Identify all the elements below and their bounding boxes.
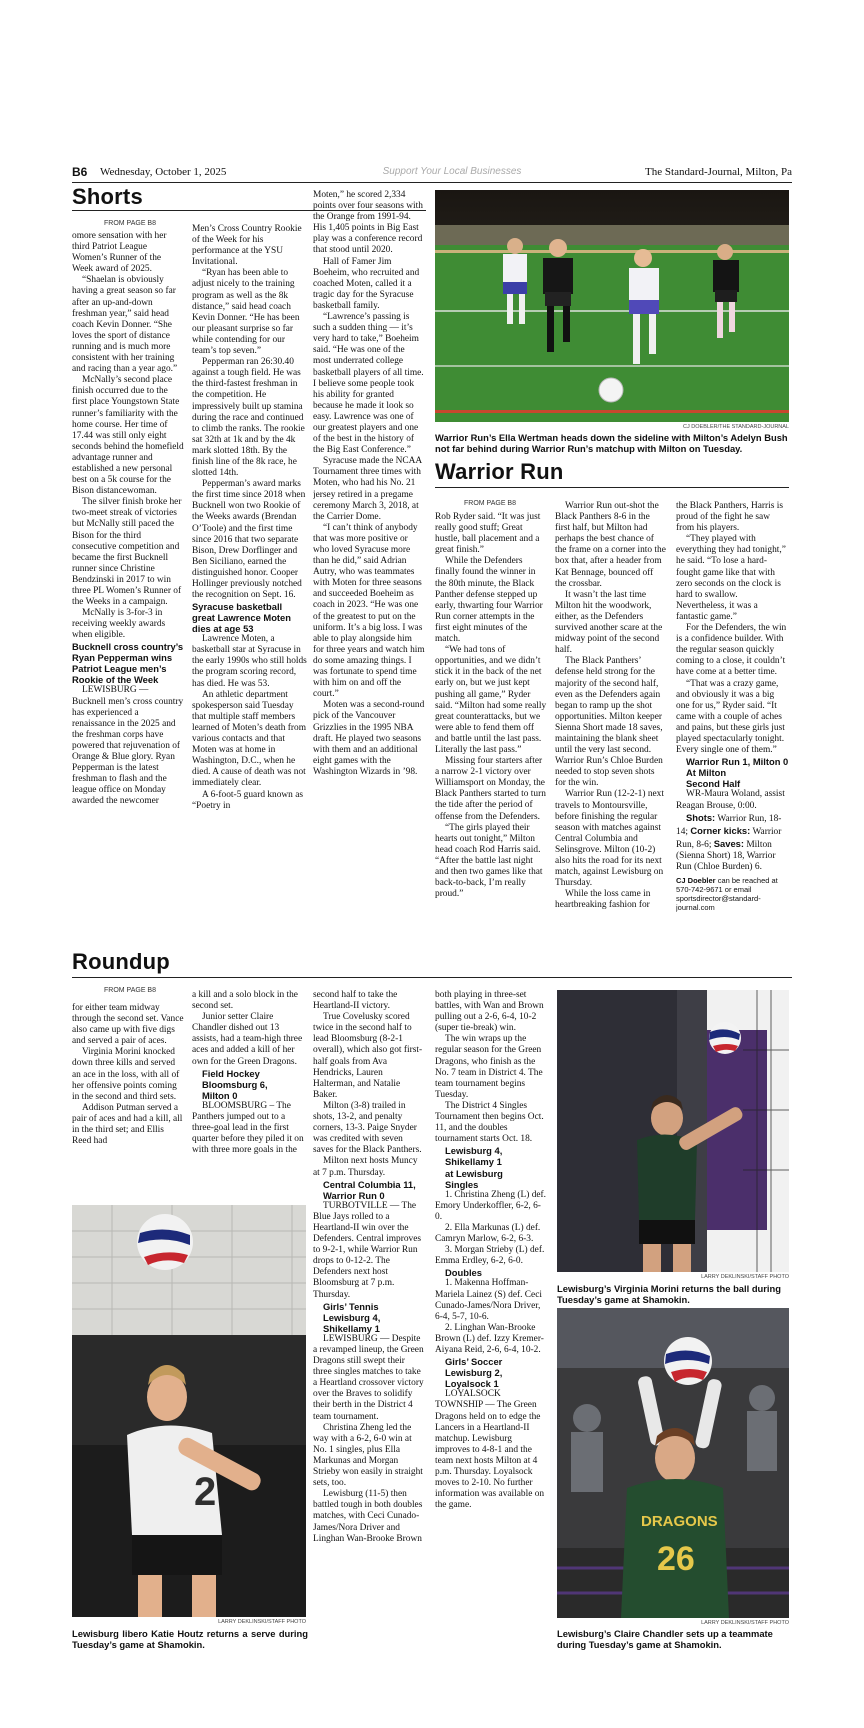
box-title: Shikellamy 1 bbox=[323, 1322, 380, 1334]
result-line: 2. Linghan Wan-Brooke Brown (L) def. Izzy Kremer-Aiyana Reid, 2-6, 6-4, 10-2. bbox=[435, 1322, 544, 1355]
box-title: Field Hockey bbox=[202, 1067, 260, 1079]
box-title: Doubles bbox=[445, 1267, 482, 1279]
result-line: 1. Christina Zheng (L) def. Emory Underkoffler, 6-2, 6-0. bbox=[435, 1189, 547, 1222]
paragraph: BLOOMSBURG – The Panthers jumped out to a three-goal lead in the first quarter before they piled it on with three more goals in the bbox=[192, 1100, 304, 1156]
paragraph: A 6-foot-5 guard known as “Poetry in bbox=[192, 789, 304, 811]
shorts-from-page: FROM PAGE B8 bbox=[104, 220, 156, 227]
paragraph: While the loss came in heartbreaking fashion for bbox=[555, 889, 651, 911]
paragraph: “Lawrence’s passing is such a sudden thing — it’s very hard to take,” Boeheim said. “He was one of the most underrated college basketball players of all time. I believe some people took his ability for granted because he made it look so easy. Lawrence was one of our greatest players and one of the best in the history of the Big East Conference.” bbox=[313, 312, 424, 456]
paragraph: Moten was a second-round pick of the Vancouver Grizzlies in the 1995 NBA draft. He played two seasons with them and an additional eight games with the Washington Wizards in ’98. bbox=[313, 700, 425, 777]
paragraph: the Black Panthers, Harris is proud of the fight he saw from his players. bbox=[676, 501, 784, 534]
paragraph: McNally’s second place finish occurred due to the first place Youngstown State runner’s familiarity with the home course. Her time of 17.44 was still only eight seconds behind the homefield advantage runner and established a new personal best on a 5k course for the Bison distancewoman. bbox=[72, 375, 184, 497]
paragraph: “We had tons of opportunities, and we didn’t stick it in the back of the net early on, but we just kept pushing all game,” Ryder said. “Milton had some really great counterattacks, but we were able to fend them off and battle until the last pass. Literally the last pass.” bbox=[435, 645, 547, 755]
section-title-shorts: Shorts bbox=[72, 184, 143, 209]
soccer-photo bbox=[435, 190, 789, 422]
section-title-warrior-run: Warrior Run bbox=[435, 459, 564, 484]
box-title: Central Columbia 11, bbox=[323, 1178, 416, 1190]
paragraph: Warrior Run out-shot the Black Panthers 8-6 in the first half, but Milton had perhaps the best chance of the frame on a corner into the box that, after a header from Kat Bennage, bounced off the crossbar. bbox=[555, 501, 666, 589]
paragraph: Christina Zheng led the way with a 6-2, 6-0 win at No. 1 singles, plus Ella Markunas and Morgan Strieby won easily in straight sets, too. bbox=[313, 1422, 423, 1489]
volleyball-photo-morini bbox=[557, 990, 789, 1272]
warrior-run-from-page: FROM PAGE B8 bbox=[464, 500, 516, 507]
warrior-run-column-1 bbox=[435, 512, 547, 968]
paragraph: “They played with everything they had tonight,” he said. “To lose a hard-fought game like that with zero seconds on the clock is hard to swallow. Nevertheless, it was a fantastic game.” bbox=[676, 534, 786, 622]
paragraph: True Covelusky scored twice in the second half to lead Bloomsburg (8-2-1 overall), which also got first-half goals from Ava Hendricks, Lauren Halterman, and Natalie Baker. bbox=[313, 1012, 423, 1100]
page-number: B6 bbox=[72, 165, 88, 179]
box-title: at Lewisburg bbox=[445, 1167, 503, 1179]
paragraph: “The girls played their hearts out tonight,” Milton head coach Rod Harris said. “After the battle last night and then two games like that back-to-back, I’m really proud.” bbox=[435, 822, 543, 900]
box-title: Lewisburg 4, Shikellamy 1 bbox=[445, 1145, 503, 1168]
page-header bbox=[72, 165, 792, 181]
shorts-column-2 bbox=[192, 224, 307, 968]
box-stats: Shots: Warrior Run, 18-14; Corner kicks: Warrior Run, 8-6; Saves: Milton (Sienna Short) 18, Warrior Run (Chloe Burden) 6. bbox=[676, 811, 782, 872]
paragraph: Pepperman ran 26:30.40 against a tough field. He was the third-fastest freshman in the competition. He impressively built up stamina during the race and continued to climb the ranks. The rookie sat 32th at 1k and by the 4k mark slotted 18th. By the finish line of the 8k race, he slotted 14th. bbox=[192, 357, 305, 479]
issue-date: Wednesday, October 1, 2025 bbox=[100, 166, 227, 178]
box-title: Bloomsburg 6, bbox=[202, 1078, 268, 1090]
paragraph: Warrior Run (12-2-1) next travels to Montoursville, before finishing the regular season with matches against Central Columbia and Selinsgrove. Milton (10-2) also hits the road for its next match, against Lewisburg on Thursday. bbox=[555, 789, 664, 889]
svg-text:DRAGONS: DRAGONS bbox=[641, 1513, 718, 1530]
houtz-photo-caption: Lewisburg libero Katie Houtz returns a serve during Tuesday’s game at Shamokin. bbox=[72, 1628, 308, 1650]
box-period: Second Half bbox=[686, 778, 741, 790]
shorts-column-1 bbox=[72, 231, 184, 967]
paragraph: McNally is 3-for-3 in receiving weekly awards when eligible. bbox=[72, 608, 166, 641]
roundup-column-3 bbox=[313, 990, 425, 1658]
roundup-rule bbox=[72, 977, 792, 978]
paragraph: omore sensation with her third Patriot League Women’s Runner of the Week award of 2025. bbox=[72, 231, 167, 275]
volleyball-icon bbox=[709, 1022, 741, 1054]
paragraph: Pepperman’s award marks the first time since 2018 when Bucknell won two Rookie of the Weeks awards (Brendan O’Toole) and the first time since 2016 that two separate Bison, Drew Dorflinger and Ben Siciliano, earned the distinguished honor. Cooper Hollinger previously notched the recognition on Sept. 16. bbox=[192, 479, 306, 601]
paragraph: “Ryan has been able to adjust nicely to the training program as well as the 8k distance,” said head coach Kevin Donner. “He has been our pleasant surprise so far while contending for our team’s top seven.” bbox=[192, 268, 300, 357]
paragraph: While the Defenders finally found the winner in the 80th minute, the Black Panther defense stepped up early, thwarting four Warrior Run corner attempts in the first eight minutes of the match. bbox=[435, 556, 543, 645]
paragraph: Moten,” he scored 2,334 points over four seasons with the Orange from 1991-94. His 1,405 points in Big East play was a conference record that stood until 2020. bbox=[313, 190, 423, 256]
chandler-photo-caption: Lewisburg’s Claire Chandler sets up a teammate during Tuesday’s game at Shamokin. bbox=[557, 1628, 773, 1650]
paragraph: Syracuse made the NCAA Tournament three times with Moten, who had his No. 21 jersey retired in a pregame ceremony March 3, 2018, at the Carrier Dome. bbox=[313, 456, 422, 522]
box-title: Lewisburg 2, bbox=[445, 1367, 503, 1379]
paragraph: Hall of Famer Jim Boeheim, who recruited and coached Moten, called it a tragic day for the Syracuse basketball family. bbox=[313, 256, 420, 311]
paragraph: Milton (3-8) trailed in shots, 13-2, and penalty corners, 13-3. Paige Snyder was credited with seven saves for the Black Panthers. bbox=[313, 1100, 422, 1156]
box-title: Singles bbox=[445, 1178, 479, 1190]
paragraph: LEWISBURG — Bucknell men’s cross country has experienced a renaissance in the 2025 and the freshman corps have powered that rejuvenation of Orange & Blue glory. Ryan Pepperman is the latest freshman to flash and the league office on Monday awarded the newcomer bbox=[72, 685, 184, 807]
box-title: Lewisburg 4, bbox=[323, 1311, 381, 1323]
volleyball-icon bbox=[664, 1337, 712, 1385]
roundup-column-2 bbox=[192, 990, 304, 1198]
paper-name: The Standard-Journal, Milton, Pa bbox=[645, 166, 792, 178]
paragraph: LOYALSOCK TOWNSHIP — The Green Dragons held on to edge the Lancers in a Heartland-II matchup. Lewisburg improves to 4-8-1 and the team next hosts Milton at 4 p.m. Thursday. Loyalsock moves to 2-10. No further information was available on the game. bbox=[435, 1389, 545, 1511]
box-goal: WR-Maura Woland, assist Reagan Brouse, 0:00. bbox=[676, 789, 785, 811]
chandler-photo-credit: LARRY DEKLINSKI/STAFF PHOTO bbox=[701, 1620, 789, 1626]
subhead: Syracuse basketball great Lawrence Moten dies at age 53 bbox=[192, 601, 291, 635]
paragraph: The silver finish broke her two-meet streak of victories but McNally still paced the Bison for the third consecutive competition and became the first Bucknell runner since Christine Bendzinski in 2017 to win three PL Women’s Runner of the Weeks in a campaign. bbox=[72, 497, 182, 608]
paragraph: The Black Panthers’ defense held strong for the majority of the second half, even as the Defenders again began to ramp up the shot opportunities. Milton keeper Sienna Short made 18 saves, maintaining the blank sheet until the very last second. Warrior Run’s Chloe Burden needed to stop seven shots for the win. bbox=[555, 656, 663, 789]
svg-text:2: 2 bbox=[194, 1470, 217, 1514]
paragraph: The District 4 Singles Tournament then begins Oct. 11, and the doubles tournament starts Oct. 18. bbox=[435, 1100, 544, 1145]
contact-line: CJ Doebler can be reached at 570-742-9671 or email sportsdirector@standard-journal.com bbox=[676, 876, 778, 913]
paragraph: for either team midway through the second set. Vance also came up with five digs and served a pair of aces. bbox=[72, 1003, 184, 1047]
section-title-roundup: Roundup bbox=[72, 949, 170, 974]
box-title: Warrior Run 1, Milton 0 bbox=[686, 756, 789, 768]
soccer-photo-credit: CJ DOEBLER/THE STANDARD-JOURNAL bbox=[683, 424, 789, 430]
warrior-run-rule bbox=[435, 487, 789, 488]
paragraph: Virginia Morini knocked down three kills and served an ace in the loss, with all of her offensive points coming in the second and third sets. bbox=[72, 1047, 180, 1102]
paragraph: Rob Ryder said. “It was just really good stuff; Great hustle, ball placement and a great finish.” bbox=[435, 512, 541, 556]
paragraph: second half to take the Heartland-II victory. bbox=[313, 990, 398, 1012]
box-title: Girls’ Tennis bbox=[323, 1300, 379, 1312]
morini-photo-caption: Lewisburg’s Virginia Morini returns the ball during Tuesday’s game at Shamokin. bbox=[557, 1283, 781, 1305]
paragraph: TURBOTVILLE — The Blue Jays rolled to a Heartland-II win over the Defenders. Central improves to 9-2-1, while Warrior Run drops to 0-12-2. The Defenders next host Bloomsburg at 7 p.m. Thursday. bbox=[313, 1200, 422, 1300]
paragraph: Missing four starters after a narrow 2-1 victory over Williamsport on Monday, the Black Panthers started to turn the tide after the period of offense from the Defenders. bbox=[435, 756, 546, 822]
box-title: Warrior Run 0 bbox=[323, 1189, 385, 1201]
roundup-column-4 bbox=[435, 990, 547, 1658]
paragraph: For the Defenders, the win is a confidence builder. With the regular season quickly coming to a close, it couldn’t have come at a better time. bbox=[676, 623, 787, 678]
subhead: Bucknell cross country’s Ryan Pepperman wins Patriot League men’s Rookie of the Week bbox=[72, 641, 184, 686]
shorts-column-3 bbox=[313, 190, 425, 968]
houtz-photo-credit: LARRY DEKLINSKI/STAFF PHOTO bbox=[218, 1619, 306, 1625]
paragraph: Junior setter Claire Chandler dished out 13 assists, had a team-high three aces and added a kill of her own for the Green Dragons. bbox=[192, 1012, 303, 1067]
box-location: At Milton bbox=[686, 767, 727, 779]
paragraph: Lewisburg (11-5) then battled tough in both doubles matches, with Ceci Cunado-James/Nora Driver and Linghan Wan-Brooke Brown bbox=[313, 1489, 423, 1544]
paragraph: “That was a crazy game, and obviously it was a big one for us,” Ryder said. “It came with a couple of aches and pains, but these girls just played spectacularly tonight. Every single one of them.” bbox=[676, 678, 785, 756]
soccer-photo-caption: Warrior Run’s Ella Wertman heads down the sideline with Milton’s Adelyn Bush not far behind during Warrior Run’s matchup with Milton on Tuesday. bbox=[435, 432, 788, 454]
box-title: Loyalsock 1 bbox=[445, 1378, 499, 1390]
paragraph: It wasn’t the last time Milton hit the woodwork, either, as the Defenders survived another scare at the midway point of the second half. bbox=[555, 589, 663, 656]
paragraph: Lawrence Moten, a basketball star at Syracuse in the early 1990s who still holds the program scoring record, has died. He was 53. bbox=[192, 634, 307, 689]
paragraph: both playing in three-set battles, with Wan and Brown pulling out a 2-6, 6-4, 10-2 (super tie-break) win. bbox=[435, 990, 544, 1034]
roundup-from-page: FROM PAGE B8 bbox=[104, 987, 156, 994]
paragraph: Men’s Cross Country Rookie of the Week for his performance at the YSU Invitational. bbox=[192, 224, 302, 268]
paragraph: Addison Putman served a pair of aces and had a kill, all in the third set; and Ellis Reed had bbox=[72, 1102, 183, 1147]
result-line: 2. Ella Markunas (L) def. Camryn Marlow, 6-2, 6-3. bbox=[435, 1222, 541, 1245]
paragraph: “Shaelan is obviously having a great season so far after an up-and-down freshman year,” said head coach Kevin Donner. “She loves the sport of distance running and is much more consistent with her training and racing than a year ago.” bbox=[72, 275, 178, 375]
paragraph: a kill and a solo block in the second set. bbox=[192, 990, 298, 1012]
volleyball-photo-houtz bbox=[72, 1205, 306, 1617]
result-line: 3. Morgan Strieby (L) def. Emma Erdley, 6-2, 6-0. bbox=[435, 1245, 545, 1267]
paragraph: Milton next hosts Muncy at 7 p.m. Thursday. bbox=[313, 1156, 418, 1178]
paragraph: An athletic department spokesperson said Tuesday that multiple staff members learned of Moten’s death from various contacts and that Moten was at home in Washington, D.C., when he died. A cause of death was not immediately clear. bbox=[192, 689, 307, 789]
paragraph: “I can’t think of anybody that was more positive or who loved Syracuse more than he did,” said Adrian Autry, who was teammates with Moten for three seasons and succeeded Boeheim as coach in 2023. “He was one of the greatest to put on the uniform. It’s a big loss. I was able to play alongside him for three years and watch him do some amazing things. I was fortunate to spend time with him on and off the court.” bbox=[313, 522, 425, 700]
volleyball-icon bbox=[137, 1214, 193, 1270]
morini-photo-credit: LARRY DEKLINSKI/STAFF PHOTO bbox=[701, 1274, 789, 1280]
warrior-run-column-2 bbox=[555, 501, 667, 968]
header-rule bbox=[72, 182, 792, 183]
warrior-run-column-3 bbox=[676, 501, 790, 971]
roundup-column-1 bbox=[72, 1003, 184, 1199]
tagline: Support Your Local Businesses bbox=[382, 166, 522, 177]
box-title: Girls’ Soccer bbox=[445, 1356, 503, 1368]
box-title: Milton 0 bbox=[202, 1089, 238, 1101]
result-line: 1. Makenna Hoffman-Mariela Lainez (S) def. Ceci Cunado-James/Nora Driver, 6-4, 5-7, 10-6. bbox=[435, 1278, 542, 1322]
svg-text:26: 26 bbox=[657, 1540, 695, 1578]
paragraph: LEWISBURG — Despite a revamped lineup, the Green Dragons still swept their three singles matches to take a Heartland crossover victory over the Braves to solidify their berth in the District 4 team tournament. bbox=[313, 1333, 424, 1422]
volleyball-photo-chandler bbox=[557, 1308, 789, 1618]
paragraph: The win wraps up the regular season for the Green Dragons, who finish as the No. 7 team in District 4. The team tournament begins Tuesday. bbox=[435, 1034, 543, 1100]
